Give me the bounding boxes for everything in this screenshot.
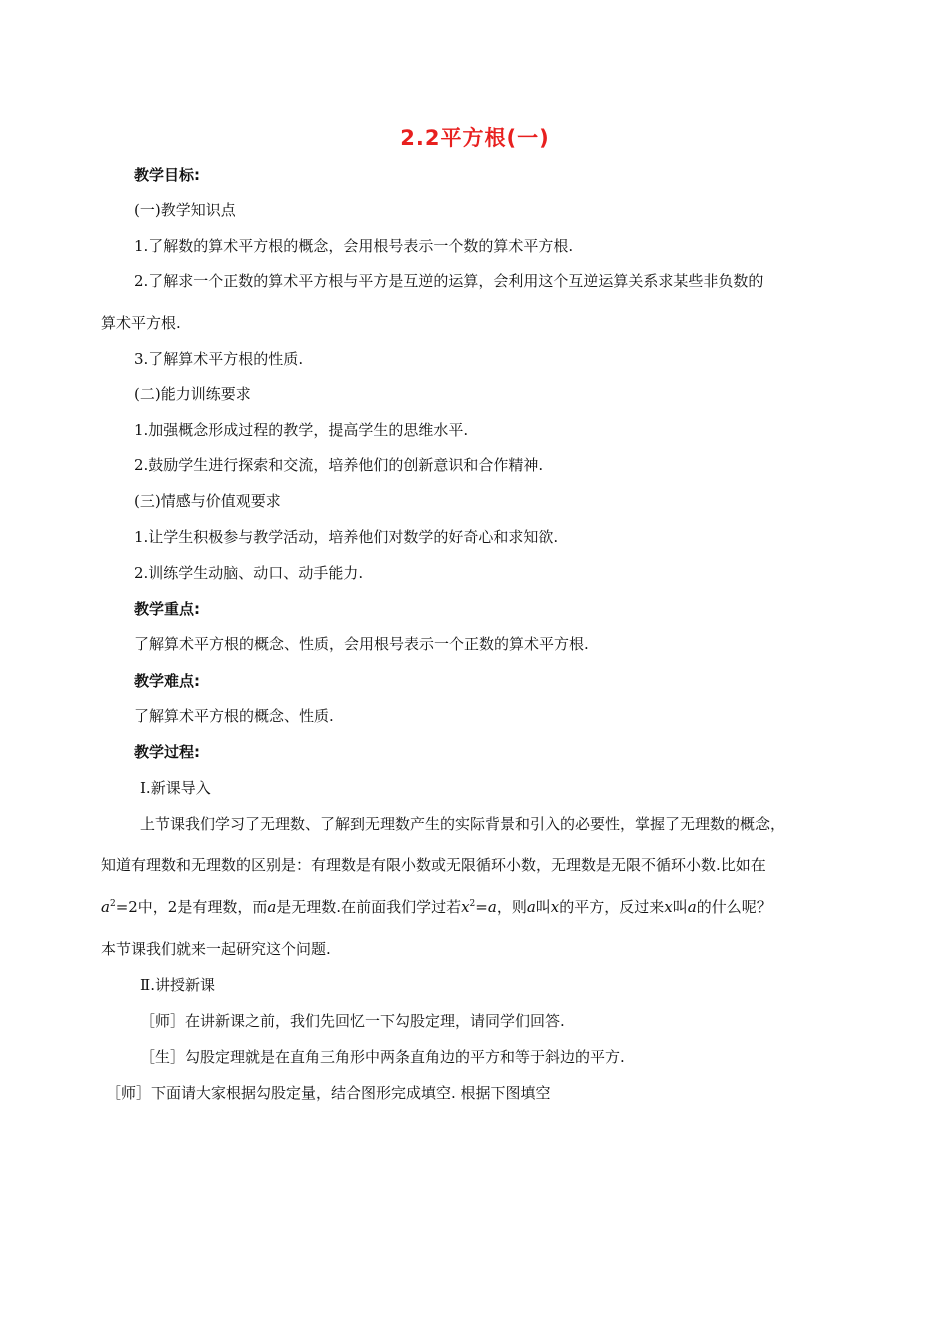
math-var: a bbox=[526, 898, 536, 916]
heading-difficulties: 教学难点: bbox=[134, 672, 200, 690]
text-line: 了解算术平方根的概念、性质，会用根号表示一个正数的算术平方根. bbox=[134, 635, 589, 653]
text-segment: ，则 bbox=[496, 898, 527, 916]
text-line: 2.鼓励学生进行探索和交流，培养他们的创新意识和合作精神. bbox=[134, 456, 544, 474]
math-exponent: 2 bbox=[109, 899, 116, 909]
math-var: a bbox=[101, 898, 110, 916]
text-line: 知道有理数和无理数的区别是：有理数是有限小数或无限循环小数，无理数是无限不循环小数.比如在 bbox=[101, 856, 766, 874]
page-title: 2.2平方根(一) bbox=[400, 126, 550, 150]
text-line-math bbox=[101, 897, 772, 917]
text-line: 算术平方根. bbox=[101, 314, 181, 332]
math-var: x bbox=[461, 898, 470, 916]
subheading-values: (三)情感与价值观要求 bbox=[134, 492, 281, 510]
heading-teaching-goals: 教学目标: bbox=[134, 166, 200, 184]
section-new-lesson: Ⅱ.讲授新课 bbox=[140, 976, 215, 994]
text-segment: = bbox=[475, 898, 488, 916]
text-segment: 叫 bbox=[535, 898, 551, 916]
math-var: x bbox=[550, 898, 560, 916]
text-segment: 的什么呢？ bbox=[696, 898, 772, 916]
text-line: 了解算术平方根的概念、性质. bbox=[134, 707, 334, 725]
subheading-knowledge: (一)教学知识点 bbox=[134, 201, 236, 219]
math-var: a bbox=[487, 898, 497, 916]
text-segment: 的平方，反过来 bbox=[559, 898, 665, 916]
section-intro: Ⅰ.新课导入 bbox=[140, 779, 211, 797]
text-segment: 是无理数.在前面我们学过若 bbox=[276, 898, 462, 916]
math-var: a bbox=[267, 898, 277, 916]
text-line: 1.加强概念形成过程的教学，提高学生的思维水平. bbox=[134, 421, 469, 439]
heading-process: 教学过程: bbox=[134, 743, 200, 761]
text-line: 2.了解求一个正数的算术平方根与平方是互逆的运算，会利用这个互逆运算关系求某些非负数的 bbox=[134, 272, 764, 290]
dialogue-student: ［生］勾股定理就是在直角三角形中两条直角边的平方和等于斜边的平方. bbox=[140, 1048, 625, 1066]
text-segment: 叫 bbox=[672, 898, 688, 916]
subheading-ability: (二)能力训练要求 bbox=[134, 385, 251, 403]
dialogue-teacher: ［师］在讲新课之前，我们先回忆一下勾股定理，请同学们回答. bbox=[140, 1012, 565, 1030]
text-line: 1.让学生积极参与教学活动，培养他们对数学的好奇心和求知欲. bbox=[134, 528, 559, 546]
text-line: 3.了解算术平方根的性质. bbox=[134, 350, 304, 368]
heading-key-points: 教学重点: bbox=[134, 600, 200, 618]
math-var: x bbox=[664, 898, 673, 916]
text-line: 1.了解数的算术平方根的概念，会用根号表示一个数的算术平方根. bbox=[134, 237, 574, 255]
dialogue-teacher: ［师］下面请大家根据勾股定量，结合图形完成填空. 根据下图填空 bbox=[106, 1084, 551, 1102]
text-line: 上节课我们学习了无理数、了解到无理数产生的实际背景和引入的必要性，掌握了无理数的概念， bbox=[140, 815, 786, 833]
text-line: 本节课我们就来一起研究这个问题. bbox=[101, 940, 331, 958]
text-line: 2.训练学生动脑、动口、动手能力. bbox=[134, 564, 364, 582]
text-segment: =2中，2是有理数，而 bbox=[115, 898, 268, 916]
math-exponent: 2 bbox=[469, 899, 476, 909]
math-var: a bbox=[687, 898, 697, 916]
